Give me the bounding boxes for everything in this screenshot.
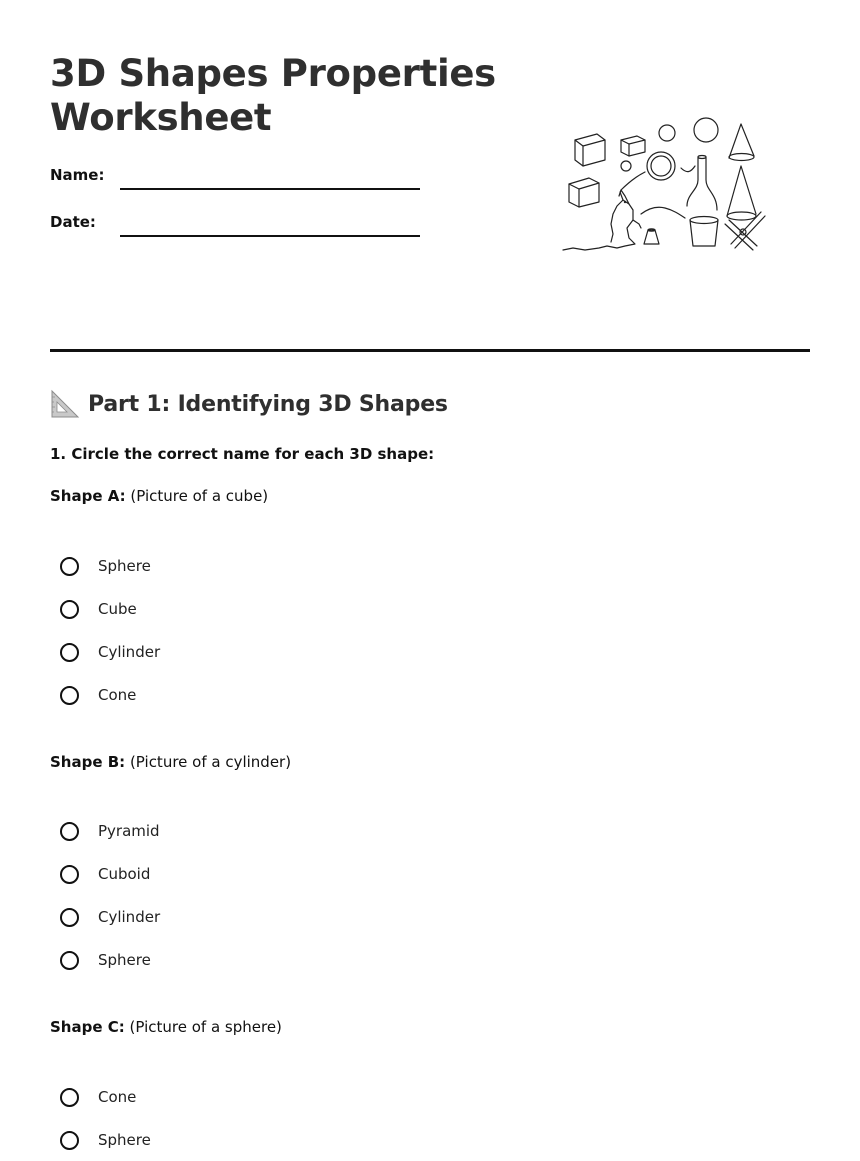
shape-a-description: (Picture of a cube) bbox=[130, 487, 269, 505]
shape-b-option-cylinder[interactable] bbox=[60, 905, 160, 929]
shape-a-option-cube[interactable] bbox=[60, 597, 137, 621]
small-cone-icon bbox=[644, 229, 659, 244]
squiggle-line bbox=[681, 166, 695, 172]
radio-circle-icon[interactable] bbox=[60, 643, 79, 662]
radio-circle-icon[interactable] bbox=[60, 951, 79, 970]
large-sphere-icon bbox=[694, 118, 718, 142]
shape-c-description: (Picture of a sphere) bbox=[129, 1018, 282, 1036]
date-blank-line[interactable] bbox=[120, 235, 420, 237]
option-label: Cuboid bbox=[98, 865, 151, 883]
bottle-icon bbox=[687, 156, 717, 211]
option-label: Sphere bbox=[98, 951, 151, 969]
shape-b-option-sphere[interactable] bbox=[60, 948, 151, 972]
option-label: Pyramid bbox=[98, 822, 160, 840]
name-field[interactable] bbox=[50, 165, 430, 195]
name-blank-line[interactable] bbox=[120, 188, 420, 190]
radio-circle-icon[interactable] bbox=[60, 865, 79, 884]
option-label: Cone bbox=[98, 1088, 137, 1106]
part1-heading bbox=[50, 386, 448, 422]
part1-heading-text: Part 1: Identifying 3D Shapes bbox=[88, 391, 448, 417]
title-line-2: Worksheet bbox=[50, 96, 272, 139]
radio-circle-icon[interactable] bbox=[60, 600, 79, 619]
shape-b-label bbox=[50, 752, 291, 772]
shape-a-label bbox=[50, 486, 268, 506]
radio-circle-icon[interactable] bbox=[60, 908, 79, 927]
title-line-1: 3D Shapes Properties bbox=[50, 52, 496, 95]
sphere-icon bbox=[659, 125, 675, 141]
shape-a-name: Shape A: bbox=[50, 487, 126, 505]
shape-a-option-cylinder[interactable] bbox=[60, 640, 160, 664]
shape-b-name: Shape B: bbox=[50, 753, 126, 771]
option-label: Sphere bbox=[98, 1131, 151, 1149]
option-label: Sphere bbox=[98, 557, 151, 575]
cone-icon bbox=[729, 124, 754, 161]
option-label: Cylinder bbox=[98, 908, 161, 926]
small-sphere-icon bbox=[621, 161, 631, 171]
small-cube-icon bbox=[621, 136, 645, 156]
radio-circle-icon[interactable] bbox=[60, 1088, 79, 1107]
radio-circle-icon[interactable] bbox=[60, 1131, 79, 1150]
cube-icon bbox=[575, 134, 605, 166]
radio-circle-icon[interactable] bbox=[60, 822, 79, 841]
shape-b-option-pyramid[interactable] bbox=[60, 819, 160, 843]
cylinder-icon bbox=[690, 217, 718, 247]
section-divider bbox=[50, 349, 810, 352]
shape-c-name: Shape C: bbox=[50, 1018, 125, 1036]
shape-a-option-sphere[interactable] bbox=[60, 554, 151, 578]
shape-c-option-cone[interactable] bbox=[60, 1085, 136, 1109]
option-label: Cone bbox=[98, 686, 137, 704]
shape-a-option-cone[interactable] bbox=[60, 683, 136, 707]
page-title bbox=[50, 52, 520, 140]
question-1: 1. Circle the correct name for each 3D shape: bbox=[50, 445, 435, 463]
set-square-icon bbox=[50, 389, 80, 419]
3d-shapes-clipart bbox=[555, 110, 770, 260]
connector-line bbox=[621, 172, 645, 190]
shape-b-option-cuboid[interactable] bbox=[60, 862, 150, 886]
date-label: Date: bbox=[50, 213, 96, 231]
tall-cone-icon bbox=[727, 166, 756, 220]
shape-c-label bbox=[50, 1017, 282, 1037]
option-label: Cube bbox=[98, 600, 137, 618]
creature-outline bbox=[641, 207, 685, 218]
radio-circle-icon[interactable] bbox=[60, 557, 79, 576]
option-label: Cylinder bbox=[98, 643, 161, 661]
name-label: Name: bbox=[50, 166, 105, 184]
cube-icon-2 bbox=[569, 178, 599, 207]
crossed-sticks-icon bbox=[725, 212, 765, 250]
radio-circle-icon[interactable] bbox=[60, 686, 79, 705]
shape-b-description: (Picture of a cylinder) bbox=[129, 753, 292, 771]
shape-c-option-sphere[interactable] bbox=[60, 1128, 151, 1152]
date-field[interactable] bbox=[50, 212, 430, 242]
kangaroo-icon bbox=[563, 190, 641, 250]
